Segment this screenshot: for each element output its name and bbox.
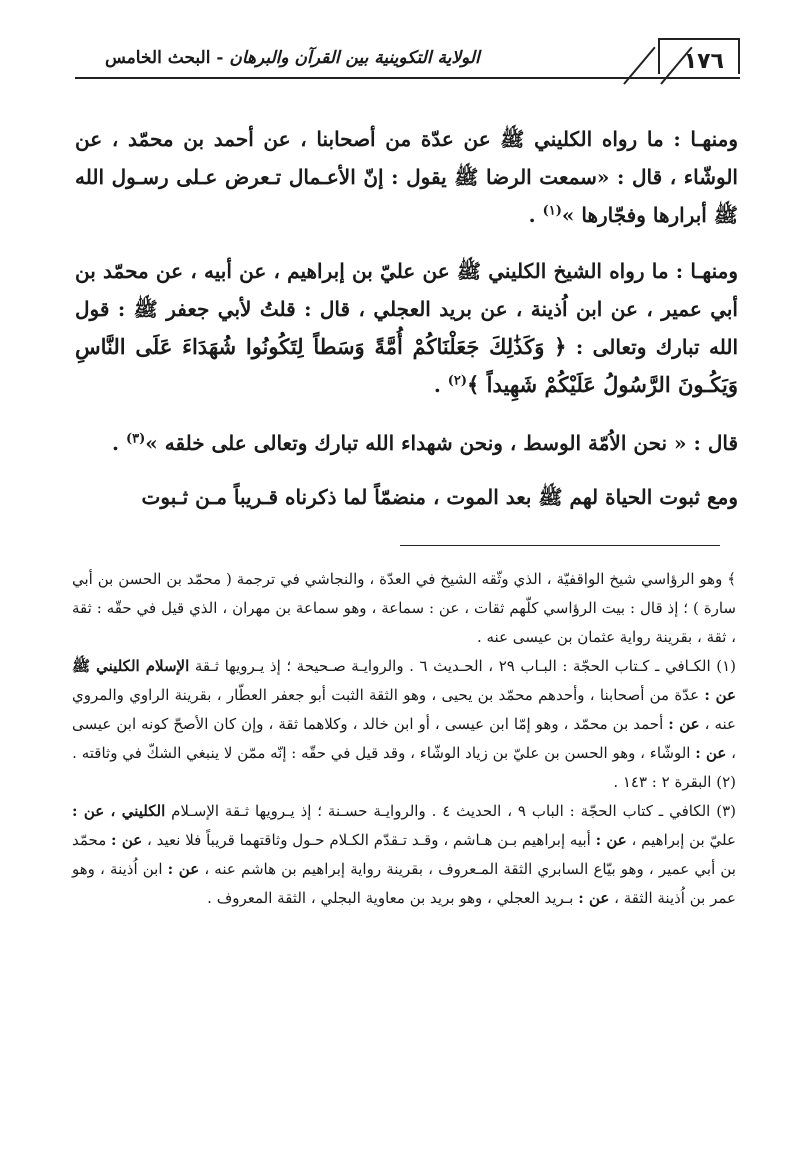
paragraph-3-text: قال : « نحن الاُمّة الوسط ، ونحن شهداء الله تبارك وتعالى على خلقه » <box>145 431 738 455</box>
page-number: ١٧٦ <box>683 49 724 74</box>
footnote-ref-3: (٣) <box>125 431 146 447</box>
paragraph-2-text: ومنهـا : ما رواه الشيخ الكليني ﷺ عن عليّ بن إبراهيم ، عن أبيه ، عن محمّد بن أبي عمير ، عن ابن اُذينة ، عن بريد العجلي ، قال : قلتُ لأبي جعفر ﷺ : قول الله تبارك وتعالى : <box>75 259 738 359</box>
paragraph-1-text: ومنهـا : ما رواه الكليني ﷺ عن عدّة من أصحابنا ، عن أحمد بن محمّد ، عن الوشّاء ، قال : «سمعت الرضا ﷺ يقول : إنّ الأعـمال تـعرض عـلى رسـول الله ﷺ أبرارها وفجّارها » <box>75 127 738 227</box>
running-title <box>105 48 480 68</box>
footnote-1: (١) الكـافي ـ كـتاب الحجّة : البـاب ٢٩ ، الحـديث ٦ . والروايـة صـحيحة ؛ إذ يـرويها ثـقة الإسلام الكليني ﷺ عن : عدّة من أصحابنا ، وأحدهم محمّد بن يحيى ، وهو الثقة الثبت أبو جعفر العطّار ، بقرينة الراوي والمروي عنه ، عن : أحمد بن محمّد ، وهو إمّا ابن عيسى ، أو ابن خالد ، وكلاهما ثقة ، وإن كان الأصحّ كونه ابن عيسى ، عن : الوشّاء ، وهو الحسن بن عليّ بن زياد الوشّاء ، وقد قيل في حقّه : إنّه ممّن لا ينبغي الشكّ في وثاقته . <box>72 657 736 762</box>
paragraph-4 <box>75 478 738 516</box>
title-separator: - <box>210 48 230 68</box>
footnote-continuation: ﴾ وهو الرؤاسي شيخ الواقفيّة ، الذي وثّقه الشيخ في العدّة ، والنجاشي في ترجمة ( محمّد بن الحسن بن أبي سارة ) ؛ إذ قال : بيت الرؤاسي كلّهم ثقات ، عن : سماعة ، وهو سماعة بن مهران ، الذي قيل في حقّه : ثقة ، ثقة ، بقرينة رواية عثمان بن عيسى عنه . <box>72 570 737 646</box>
footnote-separator <box>400 545 720 546</box>
section-title: البحث الخامس <box>105 48 211 68</box>
footnote-3: (٣) الكافي ـ كتاب الحجّة : الباب ٩ ، الحديث ٤ . والروايـة حسـنة ؛ إذ يـرويها ثـقة الإسـلام الكليني ، عن : عليّ بن إبراهيم ، عن : أبيه إبراهيم بـن هـاشم ، وقـد تـقدّم الكـلام حـول وثاقتهما قريباً فلا نعيد ، عن : محمّد بن أبي عمير ، وهو بيّاع السابري الثقة المـعروف ، بقرينة رواية إبراهيم بن هاشم عنه ، عن : ابن اُذينة ، وهو عمر بن اُذينة الثقة ، عن : بـريد العجلي ، وهو بريد بن معاوية البجلي ، الثقة المعروف . <box>72 802 736 907</box>
page-number-box <box>658 38 740 74</box>
book-title: الولاية التكوينية بين القرآن والبرهان <box>229 48 480 68</box>
footnote-ref-1: (١) <box>542 203 562 219</box>
footnote-1-number: (١) <box>716 657 736 675</box>
footnote-ref-2: (٢) <box>447 373 468 389</box>
paragraph-4-text: ومع ثبوت الحياة لهم ﷺ بعد الموت ، منضمّاً لما ذكرناه قـريباً مـن ثـبوت <box>141 485 738 509</box>
quran-verse: ﴿ وَكَذَٰلِكَ جَعَلْنَاكُمْ أُمَّةً وَسَطاً لِتَكُونُوا شُهَدَاءَ عَلَى النَّاسِ وَيَكُـونَ الرَّسُولُ عَلَيْكُمْ شَهِيداً ﴾ <box>75 334 738 397</box>
footnote-2: (٢) البقرة ٢ : ١٤٣ . <box>613 773 736 791</box>
footnotes <box>72 565 736 913</box>
page-header <box>75 36 740 80</box>
paragraph-2: ومنهـا : ما رواه الشيخ الكليني ﷺ عن عليّ بن إبراهيم ، عن أبيه ، عن محمّد بن أبي عمير ، عن ابن اُذينة ، عن بريد العجلي ، قال : قلتُ لأبي جعفر ﷺ : قول الله تبارك وتعالى : ﴿ وَكَذَٰلِكَ جَعَلْنَاكُمْ أُمَّةً وَسَطاً لِتَكُونُوا شُهَدَاءَ عَلَى النَّاسِ وَيَكُـونَ الرَّسُولُ عَلَيْكُمْ شَهِيداً ﴾$^{(٢)}$ . <box>75 259 738 397</box>
header-rule <box>75 77 740 79</box>
paragraph-3: قال : « نحن الاُمّة الوسط ، ونحن شهداء الله تبارك وتعالى على خلقه »$^{(٣)}$ . <box>112 431 738 455</box>
paragraph-1: ومنهـا : ما رواه الكليني ﷺ عن عدّة من أصحابنا ، عن أحمد بن محمّد ، عن الوشّاء ، قال : «سمعت الرضا ﷺ يقول : إنّ الأعـمال تـعرض عـلى رسـول الله ﷺ أبرارها وفجّارها »$^{(١)}$ . <box>75 127 738 227</box>
footnote-3-number: (٣) <box>716 802 736 820</box>
